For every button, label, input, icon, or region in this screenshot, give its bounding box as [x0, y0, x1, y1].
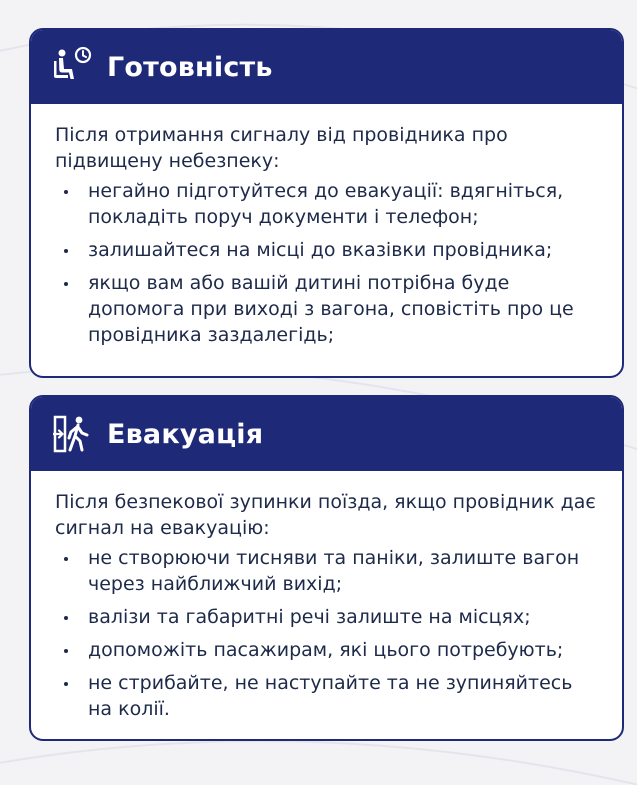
list-item — [55, 545, 598, 597]
bullet — [64, 190, 68, 194]
evacuation-list — [55, 545, 598, 722]
list-item — [55, 604, 598, 630]
readiness-intro: Після отримання сигналу від провідника про підвищену небезпеку: — [55, 124, 508, 172]
evacuation-intro: Після безпекової зупинки поїзда, якщо провідник дає сигнал на евакуацію: — [55, 491, 596, 539]
readiness-header — [31, 30, 622, 104]
exit-door-walking-person-icon — [53, 414, 93, 454]
bullet — [64, 649, 68, 653]
evacuation-body — [31, 471, 622, 722]
bullet — [64, 616, 68, 620]
list-item-text: залишайтеся на місці до вказівки провідника; — [88, 239, 553, 261]
list-item — [55, 178, 598, 230]
readiness-title: Готовність — [107, 51, 273, 83]
list-item-text: не створюючи тисняви та паніки, залиште вагон через найближчий вихід; — [88, 547, 580, 595]
bullet — [64, 282, 68, 286]
evacuation-title: Евакуація — [107, 418, 264, 450]
evacuation-header — [31, 397, 622, 471]
list-item-text: якщо вам або вашій дитині потрібна буде допомога при виході з вагона, сповістіть про це провідника заздалегідь; — [88, 272, 574, 346]
bullet — [64, 682, 68, 686]
list-item-text: валізи та габаритні речі залиште на місцях; — [88, 606, 531, 628]
seated-person-clock-icon — [53, 47, 93, 87]
list-item-text: негайно підготуйтеся до евакуації: вдягніться, покладіть поруч документи і телефон; — [88, 180, 564, 228]
list-item — [55, 237, 598, 263]
list-item — [55, 637, 598, 663]
bullet — [64, 557, 68, 561]
readiness-card — [29, 28, 624, 378]
readiness-body — [31, 104, 622, 348]
readiness-list — [55, 178, 598, 348]
bullet — [64, 249, 68, 253]
list-item-text: не стрибайте, не наступайте та не зупиняйтесь на колії. — [88, 672, 573, 720]
evacuation-card — [29, 395, 624, 741]
list-item-text: допоможіть пасажирам, які цього потребують; — [88, 639, 564, 661]
list-item — [55, 270, 598, 348]
list-item — [55, 670, 598, 722]
